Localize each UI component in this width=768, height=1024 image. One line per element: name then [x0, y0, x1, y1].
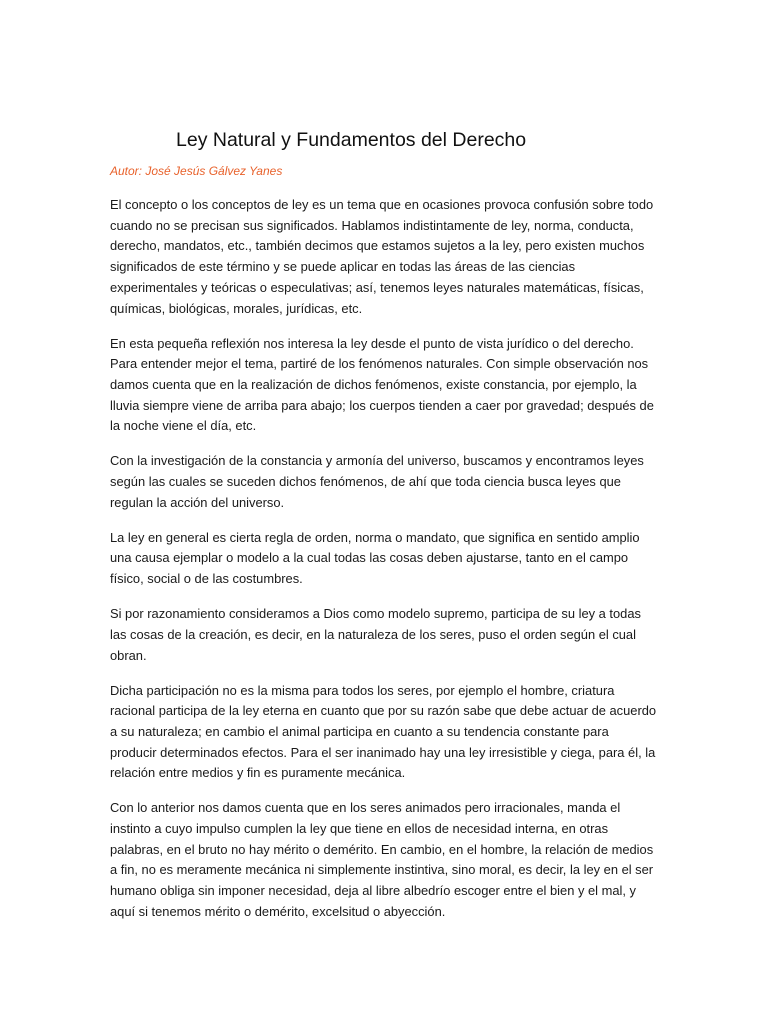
paragraph: La ley en general es cierta regla de orden, norma o mandato, que significa en sentido amplio una causa ejemplar o modelo a la cual todas las cosas deben ajustarse, tanto en el campo físico, social o de las costumbres.	[110, 529, 640, 587]
paragraph: Con lo anterior nos damos cuenta que en los seres animados pero irracionales, manda el instinto a cuyo impulso cumplen la ley que tiene en ellos de necesidad interna, en otras palabras, en el bruto no hay mérito o demérito. En cambio, en el hombre, la relación de medios a fin, no es meramente mecánica ni simplemente instintiva, sino moral, es decir, la ley en el ser humano obliga sin imponer necesidad, deja al libre albedrío escoger entre el bien y el mal, y aquí si tenemos mérito o demérito, excelsitud o abyección.	[110, 800, 654, 919]
paragraph: En esta pequeña reflexión nos interesa la ley desde el punto de vista jurídico o del derecho. Para entender mejor el tema, partiré de los fenómenos naturales. Con simple observación nos damos cuenta que en la realización de dichos fenómenos, existe constancia, por ejemplo, la lluvia siempre viene de arriba para abajo; los cuerpos tienden a caer por gravedad; después de la noche viene el día, etc.	[110, 335, 654, 434]
document-title: Ley Natural y Fundamentos del Derecho	[176, 129, 527, 151]
author-line: Autor: José Jesús Gálvez Yanes	[110, 164, 283, 178]
paragraph: Si por razonamiento consideramos a Dios como modelo supremo, participa de su ley a todas las cosas de la creación, es decir, en la naturaleza de los seres, puso el orden según el cual obran.	[110, 606, 641, 663]
document-body	[110, 195, 658, 937]
paragraph: Dicha participación no es la misma para todos los seres, por ejemplo el hombre, criatura racional participa de la ley eterna en cuanto que por su razón sabe que debe actuar de acuerdo a su naturaleza; en cambio el animal participa en cuanto a su tendencia constante para producir determinados efectos. Para el ser inanimado hay una ley irresistible y ciega, para él, la relación entre medios y fin es puramente mecánica.	[110, 682, 657, 781]
paragraph: Con la investigación de la constancia y armonía del universo, buscamos y encontramos leyes según las cuales se suceden dichos fenómenos, de ahí que toda ciencia busca leyes que regulan la acción del universo.	[110, 453, 644, 510]
paragraph: El concepto o los conceptos de ley es un tema que en ocasiones provoca confusión sobre todo cuando no se precisan sus significados. Hablamos indistintamente de ley, norma, conducta, derecho, mandatos, etc., también decimos que estamos sujetos a la ley, pero existen muchos significados de este término y se puede aplicar en todas las áreas de las ciencias experimentales y teóricas o especulativas; así, tenemos leyes naturales matemáticas, físicas, químicas, biológicas, morales, jurídicas, etc.	[110, 197, 654, 316]
